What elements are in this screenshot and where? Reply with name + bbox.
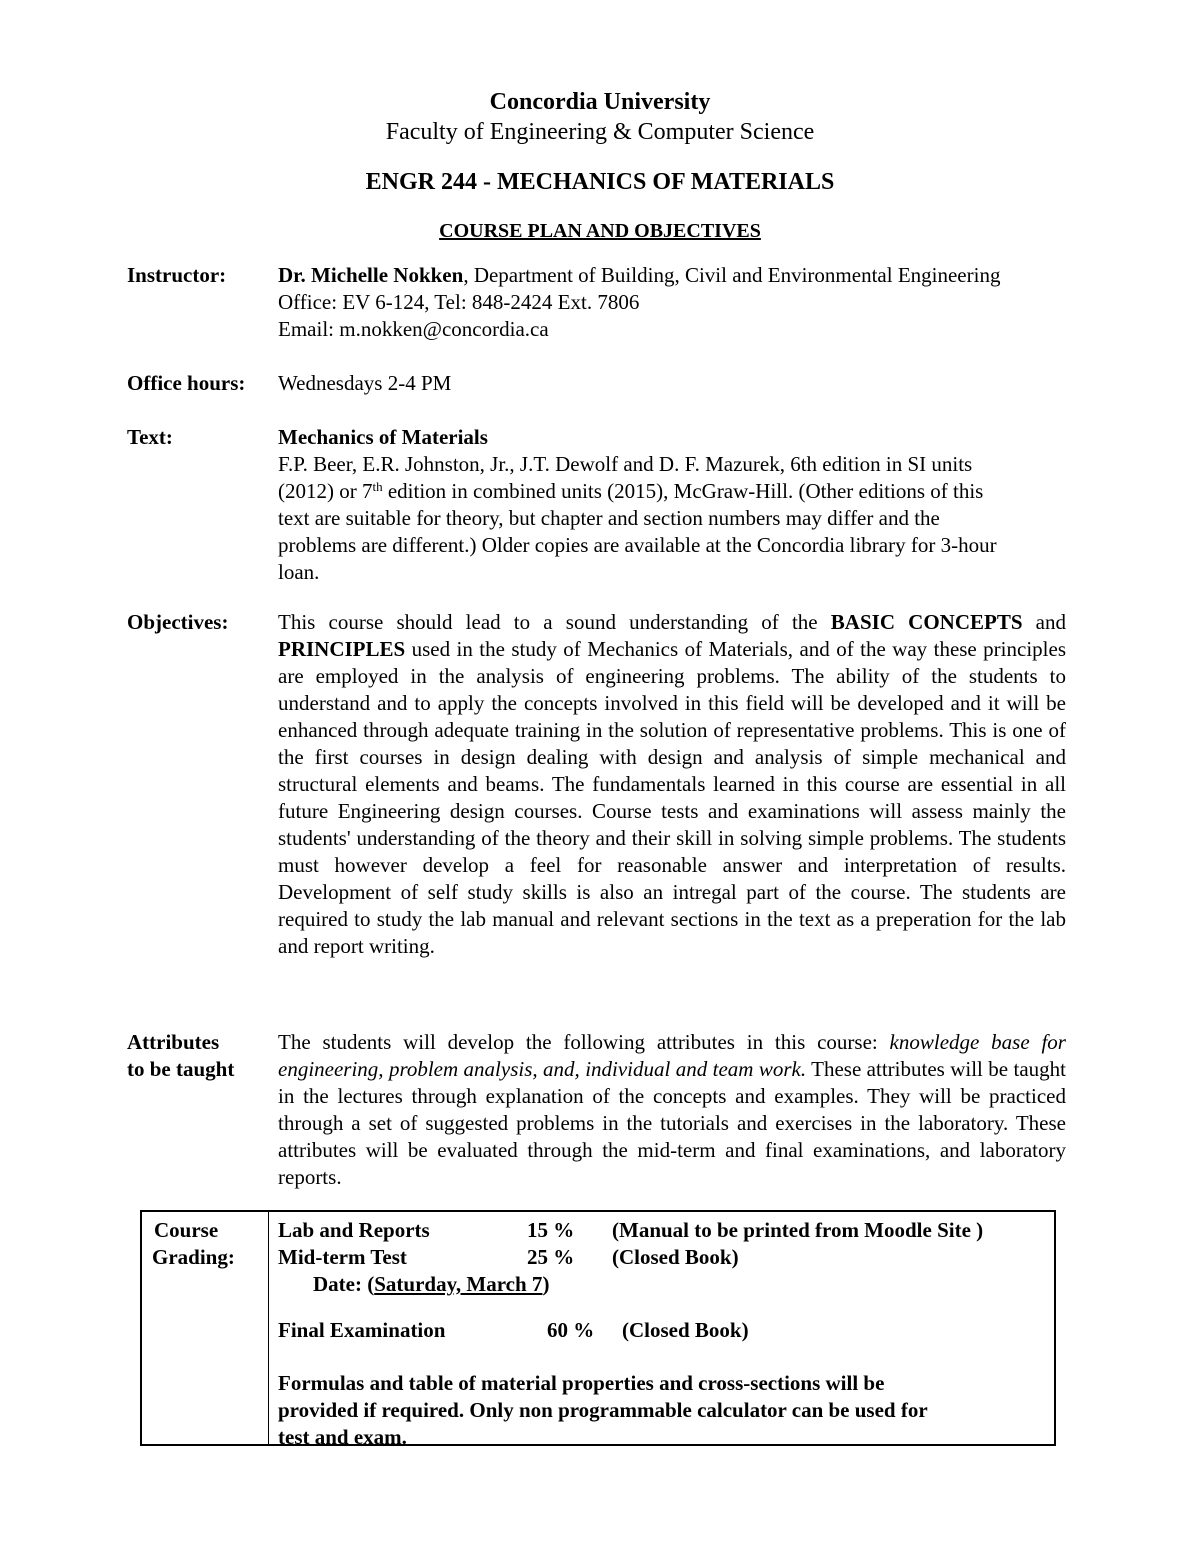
instructor-email: Email: m.nokken@concordia.ca — [278, 317, 549, 341]
text-line-3: text are suitable for theory, but chapter and section numbers may differ and the — [278, 506, 940, 530]
grading-label-2: Grading: — [152, 1245, 235, 1269]
text-line-1: F.P. Beer, E.R. Johnston, Jr., J.T. Dewolf and D. F. Mazurek, 6th edition in SI units — [278, 452, 973, 476]
text-line-2-sup: th — [372, 479, 383, 494]
plan-heading: COURSE PLAN AND OBJECTIVES — [439, 220, 761, 242]
grading-divider — [268, 1212, 269, 1444]
date-value: Saturday, March 7 — [374, 1272, 543, 1296]
grading-table — [140, 1210, 1056, 1449]
book-title: Mechanics of Materials — [278, 425, 488, 449]
formula-note-2: provided if required. Only non programmable calculator can be used for — [278, 1398, 928, 1422]
attributes-label — [127, 1029, 275, 1083]
lab-note: (Manual to be printed from Moodle Site ) — [612, 1218, 984, 1242]
midterm-name: Mid-term Test — [278, 1245, 407, 1269]
objectives-label: Objectives: — [127, 610, 229, 634]
final-name: Final Examination — [278, 1318, 446, 1342]
attributes-section — [278, 1029, 1066, 1191]
objectives-bold-2: PRINCIPLES — [278, 637, 406, 661]
attributes-paragraph — [278, 1029, 1066, 1191]
grading-label — [152, 1217, 262, 1271]
grading-label-1: Course — [154, 1218, 219, 1242]
objectives-bold-1: BASIC CONCEPTS — [830, 610, 1023, 634]
midterm-note: (Closed Book) — [612, 1245, 739, 1269]
objectives-section — [278, 609, 1066, 960]
midterm-percent: 25 % — [527, 1245, 575, 1269]
attributes-label-1: Attributes — [127, 1030, 220, 1054]
objectives-text-3: used in the study of Mechanics of Materials, and of the way these principles are employed in the analysis of engineering problems. The ability of the students to understand and to apply the concepts involved in this field will be developed and it will be enhanced through adequate training in the solution of representative problems. This is one of the first courses in design dealing with design and analysis of simple mechanical and structural elements and beams. The fundamentals learned in this course are essential in all future Engineering design courses. Course tests and examinations will assess mainly the students' understanding of the theory and their skill in solving simple problems. The students must however develop a feel for reasonable answer and interpretation of results. Development of self study skills is also an intregal part of the course. The students are required to study the lab manual and relevant sections in the text as a preperation for the lab and report writing. — [278, 637, 1066, 958]
text-line-5: loan. — [278, 560, 320, 584]
instructor-section — [278, 262, 1066, 343]
attributes-italic: knowledge base for engineering, problem analysis, and, individual and team work. — [278, 1030, 1066, 1081]
final-percent: 60 % — [547, 1318, 595, 1342]
instructor-office: Office: EV 6-124, Tel: 848-2424 Ext. 7806 — [278, 290, 640, 314]
instructor-name: Dr. Michelle Nokken — [278, 263, 464, 287]
course-title: ENGR 244 - MECHANICS OF MATERIALS — [365, 169, 835, 195]
attributes-label-2: to be taught — [127, 1057, 235, 1081]
instructor-label: Instructor: — [127, 263, 227, 287]
text-section — [278, 424, 1066, 586]
text-label: Text: — [127, 425, 173, 449]
lab-percent: 15 % — [527, 1218, 575, 1242]
faculty-name: Faculty of Engineering & Computer Science — [385, 119, 815, 145]
date-close: ) — [542, 1272, 550, 1296]
lab-name: Lab and Reports — [278, 1218, 430, 1242]
office-hours-value: Wednesdays 2-4 PM — [278, 371, 452, 395]
text-line-4: problems are different.) Older copies are available at the Concordia library for 3-hour — [278, 533, 997, 557]
university-name: Concordia University — [489, 89, 711, 115]
objectives-text-2: and — [1022, 610, 1067, 634]
date-label: Date: ( — [313, 1272, 375, 1296]
attributes-text-2: These attributes will be taught in the lectures through explanation of the concepts and examples. They will be practiced through a set of suggested problems in the tutorials and exercises in the laboratory. These attributes will be evaluated through the mid-term and final examinations, and laboratory reports. — [278, 1057, 1066, 1189]
final-note: (Closed Book) — [622, 1318, 749, 1342]
text-line-2a: (2012) or 7 — [278, 479, 373, 503]
formula-note-1: Formulas and table of material properties and cross-sections will be — [278, 1371, 885, 1395]
instructor-department: , Department of Building, Civil and Environmental Engineering — [463, 263, 1001, 287]
objectives-text-1: This course should lead to a sound understanding of the — [278, 610, 831, 634]
formula-note-3: test and exam. — [278, 1425, 407, 1449]
midterm-date — [313, 1271, 549, 1298]
objectives-paragraph — [278, 609, 1066, 960]
attributes-text-1: The students will develop the following attributes in this course: — [278, 1030, 890, 1054]
text-line-2 — [278, 478, 1066, 505]
office-hours-label: Office hours: — [127, 371, 246, 395]
text-line-2b: edition in combined units (2015), McGraw-Hill. (Other editions of this — [382, 479, 984, 503]
instructor-line — [278, 262, 1066, 289]
